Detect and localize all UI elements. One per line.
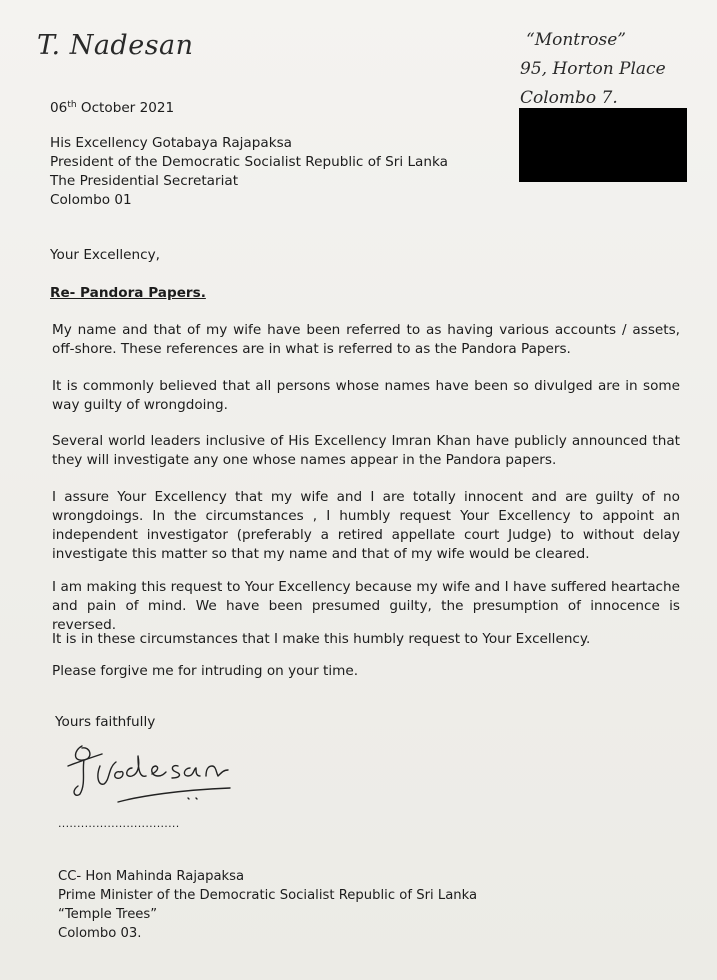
salutation: Your Excellency, <box>50 247 160 263</box>
handwritten-signature <box>60 736 250 806</box>
letterhead-name: T. Nadesan <box>37 30 194 61</box>
signature-line: ................................ <box>58 817 180 830</box>
cc-line: Colombo 03. <box>58 926 142 941</box>
address-line: 95, Horton Place <box>520 59 666 79</box>
cc-line: Prime Minister of the Democratic Socialist Republic of Sri Lanka <box>58 888 478 903</box>
recipient-line: His Excellency Gotabaya Rajapaksa <box>50 135 292 151</box>
date-rest: October 2021 <box>76 100 175 116</box>
letter-date <box>50 96 174 118</box>
body-paragraph: My name and that of my wife have been referred to as having various accounts / assets, off-shore. These references are in what is referred to as the Pandora Papers. <box>52 322 680 357</box>
recipient-line: The Presidential Secretariat <box>50 173 239 189</box>
recipient-line: President of the Democratic Socialist Republic of Sri Lanka <box>50 154 448 170</box>
address-line: Colombo 7. <box>520 88 618 108</box>
sender-address <box>520 26 710 113</box>
recipient-address <box>50 134 448 210</box>
body-paragraph: I assure Your Excellency that my wife and I are totally innocent and are guilty of no wrongdoings. In the circumstances , I humbly request Your Excellency to appoint an independent investigator (preferably a retired appellate court Judge) to without delay investigate this matter so that my name and that of my wife would be cleared. <box>52 489 680 562</box>
closing-phrase: Yours faithfully <box>55 714 156 730</box>
subject-line: Re- Pandora Papers. <box>50 285 206 301</box>
body-paragraph: It is commonly believed that all persons whose names have been so divulged are in some way guilty of wrongdoing. <box>52 378 680 413</box>
body-paragraph: Please forgive me for intruding on your time. <box>52 663 359 679</box>
body-paragraph: It is in these circumstances that I make this humbly request to Your Excellency. <box>52 631 591 647</box>
date-suffix: th <box>67 100 77 110</box>
body-paragraph: I am making this request to Your Excellency because my wife and I have suffered heartache and pain of mind. We have been presumed guilty, the presumption of innocence is reversed. <box>52 579 680 633</box>
date-day: 06 <box>50 100 68 116</box>
cc-line: CC- Hon Mahinda Rajapaksa <box>58 869 245 884</box>
redaction-block <box>519 108 687 182</box>
body-paragraph: Several world leaders inclusive of His Excellency Imran Khan have publicly announced that they will investigate any one whose names appear in the Pandora papers. <box>52 433 680 468</box>
recipient-line: Colombo 01 <box>50 192 132 208</box>
address-line: “Montrose” <box>526 30 626 50</box>
cc-block <box>58 867 477 943</box>
cc-line: “Temple Trees” <box>58 907 158 922</box>
